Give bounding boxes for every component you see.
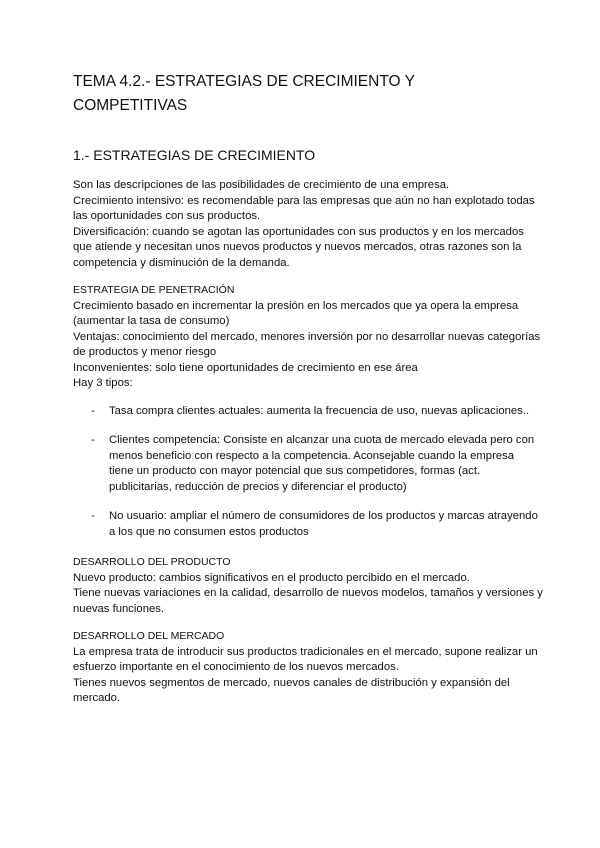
intro-block [73,178,543,271]
document-title: TEMA 4.2.- ESTRATEGIAS DE CRECIMIENTO Y COMPETITIVAS [73,73,415,114]
producto-block [73,555,543,617]
bullet-dash: - [91,434,95,446]
producto-paragraph: Nuevo producto: cambios significativos en el producto percibido en el mercado. [73,571,470,584]
intro-paragraph: Diversificación: cuando se agotan las oportunidades con sus productos y en los mercados que atiende y necesitan unos nuevos productos y nuevos mercados, otras razones son la competencia y disminución de la demanda. [73,225,524,269]
subsection-heading-mercado: DESARROLLO DEL MERCADO [73,630,225,642]
penetracion-paragraph: Inconvenientes: solo tiene oportunidades de crecimiento en ese área [73,361,418,374]
penetracion-paragraph: Hay 3 tipos: [73,377,133,389]
section-heading-crecimiento: 1.- ESTRATEGIAS DE CRECIMIENTO [73,147,316,163]
subsection-heading-penetracion: ESTRATEGIA DE PENETRACIÓN [73,284,235,296]
penetracion-paragraph: Crecimiento basado en incrementar la presión en los mercados que ya opera la empresa (aumentar la tasa de consumo) [73,299,519,327]
bullet-text: No usuario: ampliar el número de consumidores de los productos y marcas atrayendo a los que no consumen estos productos [109,510,538,538]
subsection-heading-producto: DESARROLLO DEL PRODUCTO [73,556,231,568]
intro-paragraph: Crecimiento intensivo: es recomendable para las empresas que aún no han explotado todas las oportunidades con sus productos. [73,194,535,222]
mercado-paragraph: Tienes nuevos segmentos de mercado, nuevos canales de distribución y expansión del mercado. [73,676,510,704]
penetracion-paragraph: Ventajas: conocimiento del mercado, menores inversión por no desarrollar nuevas categorías de productos y menor riesgo [73,330,541,358]
intro-paragraph: Son las descripciones de las posibilidades de crecimiento de una empresa. [73,179,450,191]
mercado-block [73,629,543,707]
mercado-paragraph: La empresa trata de introducir sus productos tradicionales en el mercado, supone realizar un esfuerzo importante en el conocimiento de los nuevos mercados. [73,645,538,673]
bullet-dash: - [91,510,95,522]
bullet-text: Clientes competencia: Consiste en alcanzar una cuota de mercado elevada pero con menos beneficio con respecto a la competencia. Aconsejable cuando la empresa tiene un producto con mayor potencial que sus competidores, formas (act. publicitarias, reducción de precios y diferenciar el producto) [109,434,535,493]
bullet-dash: - [91,405,95,417]
producto-paragraph: Tiene nuevas variaciones en la calidad, desarrollo de nuevos modelos, tamaños y versiones y nuevas funciones. [73,587,543,615]
penetracion-block [73,283,543,392]
bullet-text: Tasa compra clientes actuales: aumenta la frecuencia de uso, nuevas aplicaciones.. [109,405,530,417]
